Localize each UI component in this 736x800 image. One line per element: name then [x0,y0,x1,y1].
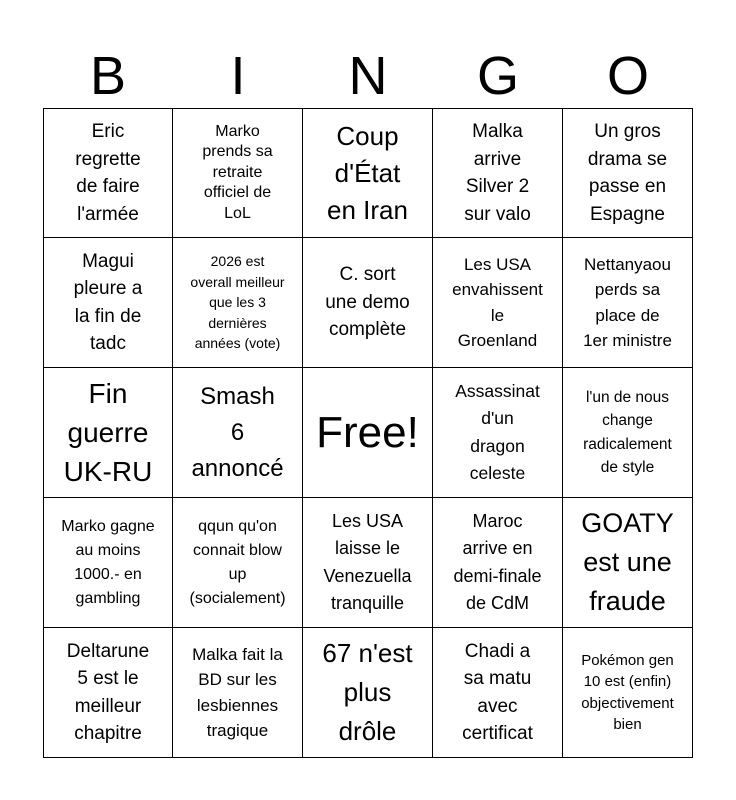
bingo-cell-r2c3[interactable]: C. sort une demo complète [303,238,433,368]
bingo-cell-r5c3[interactable]: 67 n'est plus drôle [303,628,433,758]
header-letter-g: G [476,46,519,106]
bingo-cell-r4c5[interactable]: GOATY est une fraude [563,498,693,628]
bingo-cell-r5c5[interactable]: Pokémon gen 10 est (enfin) objectivement bien [563,628,693,758]
bingo-cell-r2c1[interactable]: Magui pleure a la fin de tadc [43,238,173,368]
bingo-cell-r2c2[interactable]: 2026 est overall meilleur que les 3 dernières années (vote) [173,238,303,368]
header-letter-b: B [89,46,127,106]
bingo-cell-r4c4[interactable]: Maroc arrive en demi-finale de CdM [433,498,563,628]
bingo-cell-r4c3[interactable]: Les USA laisse le Venezuella tranquille [303,498,433,628]
bingo-header [43,44,693,108]
bingo-cell-free[interactable]: Free! [303,368,433,498]
bingo-cell-r3c4[interactable]: Assassinat d'un dragon celeste [433,368,563,498]
bingo-cell-r1c3[interactable]: Coup d'État en Iran [303,108,433,238]
bingo-cell-r3c2[interactable]: Smash 6 annoncé [173,368,303,498]
header-letter-n: N [348,46,388,106]
header-letter-i: I [230,46,246,106]
bingo-cell-r2c5[interactable]: Nettanyaou perds sa place de 1er ministre [563,238,693,368]
bingo-cell-r2c4[interactable]: Les USA envahissent le Groenland [433,238,563,368]
bingo-cell-r1c2[interactable]: Marko prends sa retraite officiel de LoL [173,108,303,238]
header-letter-o: O [606,46,649,106]
bingo-cell-r1c4[interactable]: Malka arrive Silver 2 sur valo [433,108,563,238]
bingo-cell-r4c1[interactable]: Marko gagne au moins 1000.- en gambling [43,498,173,628]
bingo-cell-r4c2[interactable]: qqun qu'on connait blow up (socialement) [173,498,303,628]
bingo-board [43,108,693,758]
bingo-cell-r5c1[interactable]: Deltarune 5 est le meilleur chapitre [43,628,173,758]
bingo-cell-r1c1[interactable]: Eric regrette de faire l'armée [43,108,173,238]
bingo-cell-r3c1[interactable]: Fin guerre UK-RU [43,368,173,498]
bingo-cell-r3c5[interactable]: l'un de nous change radicalement de style [563,368,693,498]
bingo-cell-r1c5[interactable]: Un gros drama se passe en Espagne [563,108,693,238]
bingo-cell-r5c4[interactable]: Chadi a sa matu avec certificat [433,628,563,758]
bingo-cell-r5c2[interactable]: Malka fait la BD sur les lesbiennes tragique [173,628,303,758]
